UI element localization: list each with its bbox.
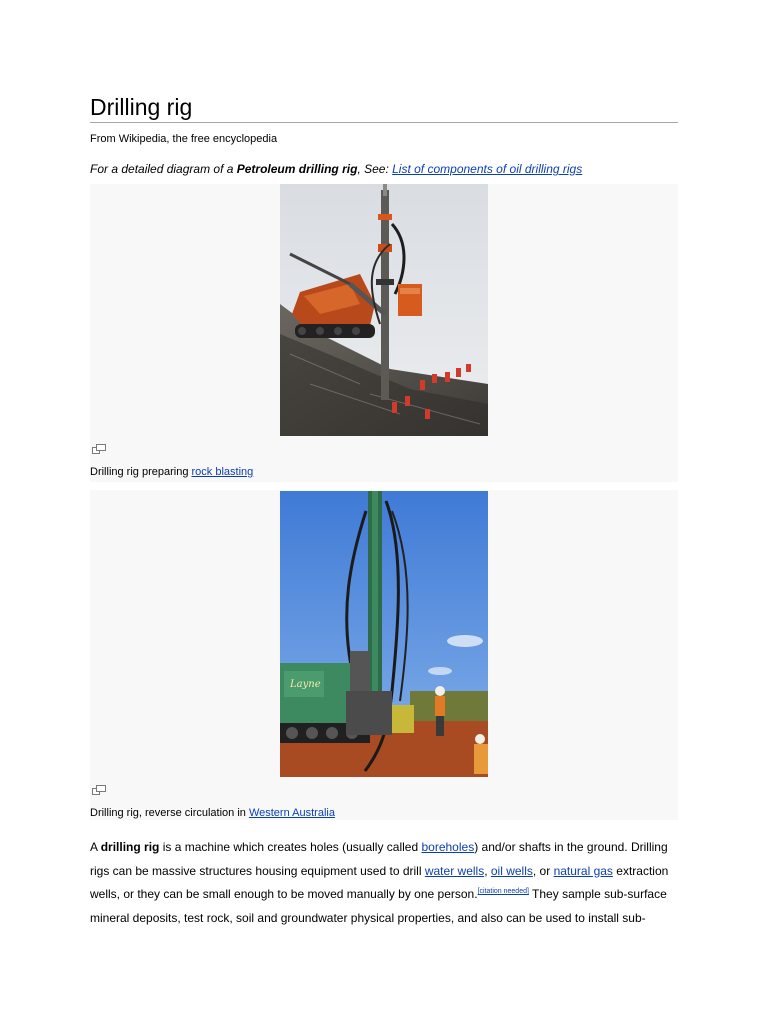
hatnote-middle: , See: bbox=[357, 162, 393, 176]
hatnote-bold: Petroleum drilling rig bbox=[236, 162, 358, 176]
caption-text: Drilling rig preparing bbox=[90, 466, 192, 478]
paragraph-text: extraction wells, or they can be small enough to be moved manually by one person. bbox=[90, 863, 669, 901]
rock-blasting-photo[interactable] bbox=[280, 184, 488, 436]
term-drilling-rig: drilling rig bbox=[100, 840, 160, 854]
site-tagline: From Wikipedia, the free encyclopedia bbox=[90, 133, 278, 145]
figure-caption bbox=[90, 465, 253, 479]
paragraph-text: A bbox=[90, 840, 101, 854]
svg-text:Layne: Layne bbox=[290, 679, 321, 690]
natural-gas-link[interactable]: natural gas bbox=[553, 863, 613, 878]
page-title: Drilling rig bbox=[90, 92, 678, 123]
magnify-clip-icon[interactable] bbox=[92, 782, 106, 792]
paragraph-text: ) and/or shafts in the ground. Drilling rigs can be massive structures housing equipment used to drill bbox=[90, 840, 668, 878]
figure-rock-blasting bbox=[90, 184, 678, 482]
figure-caption bbox=[90, 806, 335, 820]
magnify-clip-icon[interactable] bbox=[92, 441, 106, 451]
boreholes-link[interactable]: boreholes bbox=[421, 840, 475, 854]
figure-reverse-circulation bbox=[90, 490, 678, 820]
oil-wells-link[interactable]: oil wells bbox=[490, 863, 533, 878]
rock-blasting-link[interactable]: rock blasting bbox=[191, 466, 254, 478]
paragraph-text: , or bbox=[532, 863, 554, 878]
hatnote-link[interactable]: List of components of oil drilling rigs bbox=[392, 162, 583, 176]
citation-needed-link[interactable]: [citation needed] bbox=[477, 888, 529, 895]
western-australia-link[interactable]: Western Australia bbox=[248, 807, 335, 819]
hatnote-prefix: For a detailed diagram of a bbox=[90, 162, 237, 176]
water-wells-link[interactable]: water wells bbox=[424, 863, 485, 878]
paragraph-text: is a machine which creates holes (usually called bbox=[159, 840, 422, 854]
hatnote bbox=[90, 161, 582, 177]
paragraph-text: They sample sub-surface mineral deposits, test rock, soil and groundwater physical properties, and also can be used to install sub- bbox=[90, 887, 667, 925]
paragraph-text: , bbox=[484, 863, 491, 878]
reverse-circulation-photo[interactable] bbox=[280, 491, 488, 777]
caption-text: Drilling rig, reverse circulation in bbox=[90, 807, 249, 819]
article-paragraph bbox=[90, 836, 678, 930]
